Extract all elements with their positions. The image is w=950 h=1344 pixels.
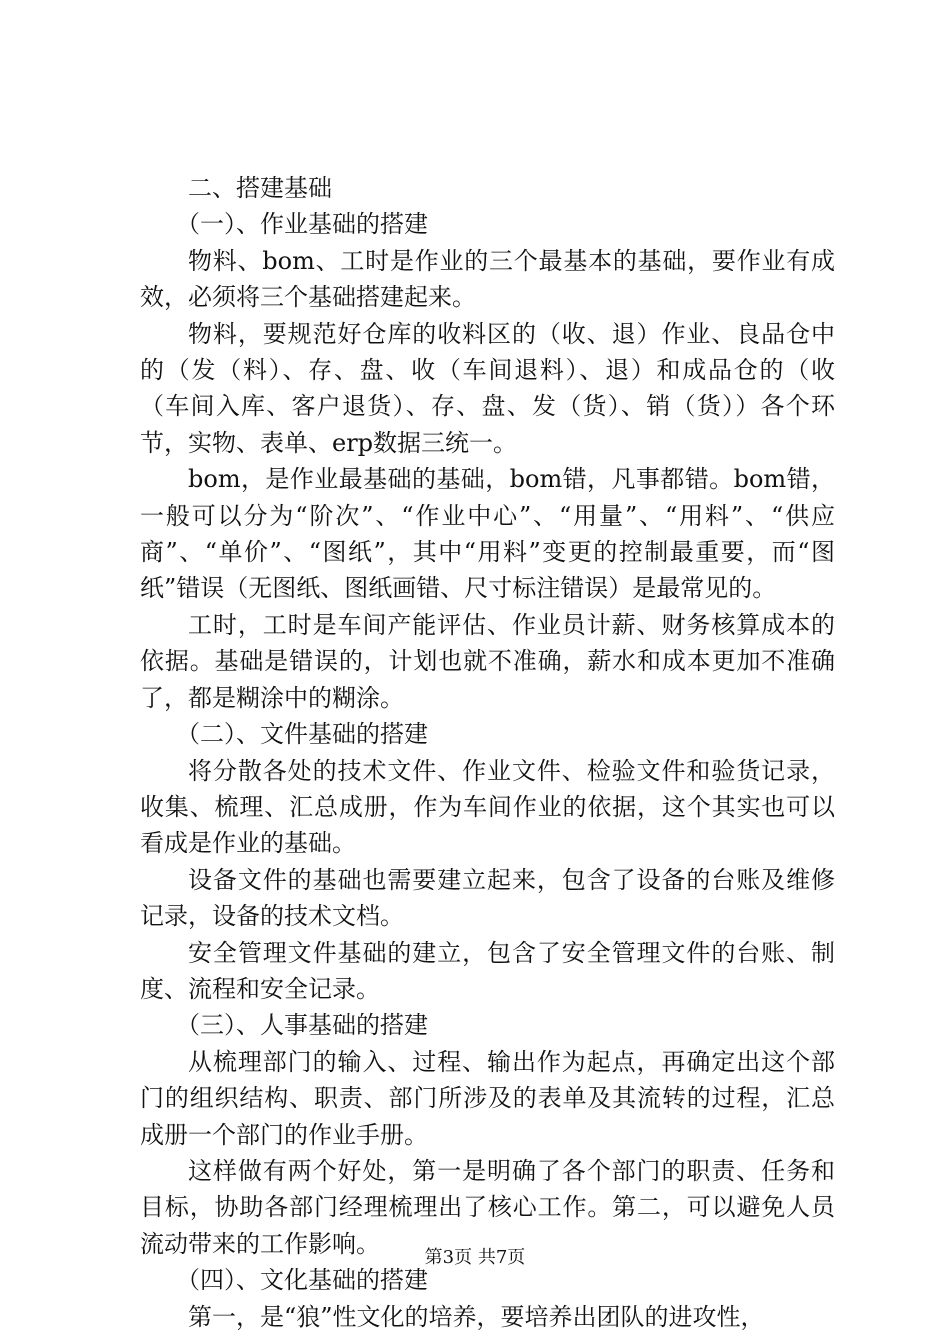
body-paragraph: 第一，是“狼”性文化的培养，要培养出团队的进攻性， [188, 1302, 765, 1331]
body-paragraph: 将分散各处的技术文件、作业文件、检验文件和验货记录，收集、梳理、汇总成册，作为车间作业的依据，这个其实也可以看成是作业的基础。 [140, 756, 835, 858]
subsection-heading: （二）、文件基础的搭建 [176, 720, 428, 749]
subsection-heading: （一）、作业基础的搭建 [176, 210, 428, 239]
page-footer: 第3页 共7页 [424, 1247, 526, 1268]
body-paragraph: 从梳理部门的输入、过程、输出作为起点，再确定出这个部门的组织结构、职责、部门所涉及的表单及其流转的过程，汇总成册一个部门的作业手册。 [140, 1047, 835, 1149]
body-paragraph: bom，是作业最基础的基础，bom错，凡事都错。bom错，一般可以分为“阶次”、“作业中心”、“用量”、“用料”、“供应商”、“单价”、“图纸”，其中“用料”变更的控制最重要，而“图纸”错误（无图纸、图纸画错、尺寸标注错误）是最常见的。 [140, 465, 835, 603]
subsection-heading: （三）、人事基础的搭建 [176, 1011, 428, 1040]
body-paragraph: 物料，要规范好仓库的收料区的（收、退）作业、良品仓中的（发（料）、存、盘、收（车间退料）、退）和成品仓的（收（车间入库、客户退货）、存、盘、发（货）、销（货））各个环节，实物、表单、erp数据三统一。 [140, 319, 835, 457]
body-paragraph: 设备文件的基础也需要建立起来，包含了设备的台账及维修记录，设备的技术文档。 [140, 865, 835, 931]
body-paragraph: 物料、bom、工时是作业的三个最基本的基础，要作业有成效，必须将三个基础搭建起来。 [140, 246, 835, 312]
body-paragraph: 安全管理文件基础的建立，包含了安全管理文件的台账、制度、流程和安全记录。 [140, 938, 835, 1003]
section-heading: 二、搭建基础 [188, 174, 332, 202]
document-body [140, 170, 835, 1335]
body-paragraph: 工时，工时是车间产能评估、作业员计薪、财务核算成本的依据。基础是错误的，计划也就不准确，薪水和成本更加不准确了，都是糊涂中的糊涂。 [140, 610, 835, 712]
subsection-heading: （四）、文化基础的搭建 [176, 1266, 428, 1295]
body-paragraph: 这样做有两个好处，第一是明确了各个部门的职责、任务和目标，协助各部门经理梳理出了核心工作。第二，可以避免人员流动带来的工作影响。 [140, 1156, 835, 1258]
